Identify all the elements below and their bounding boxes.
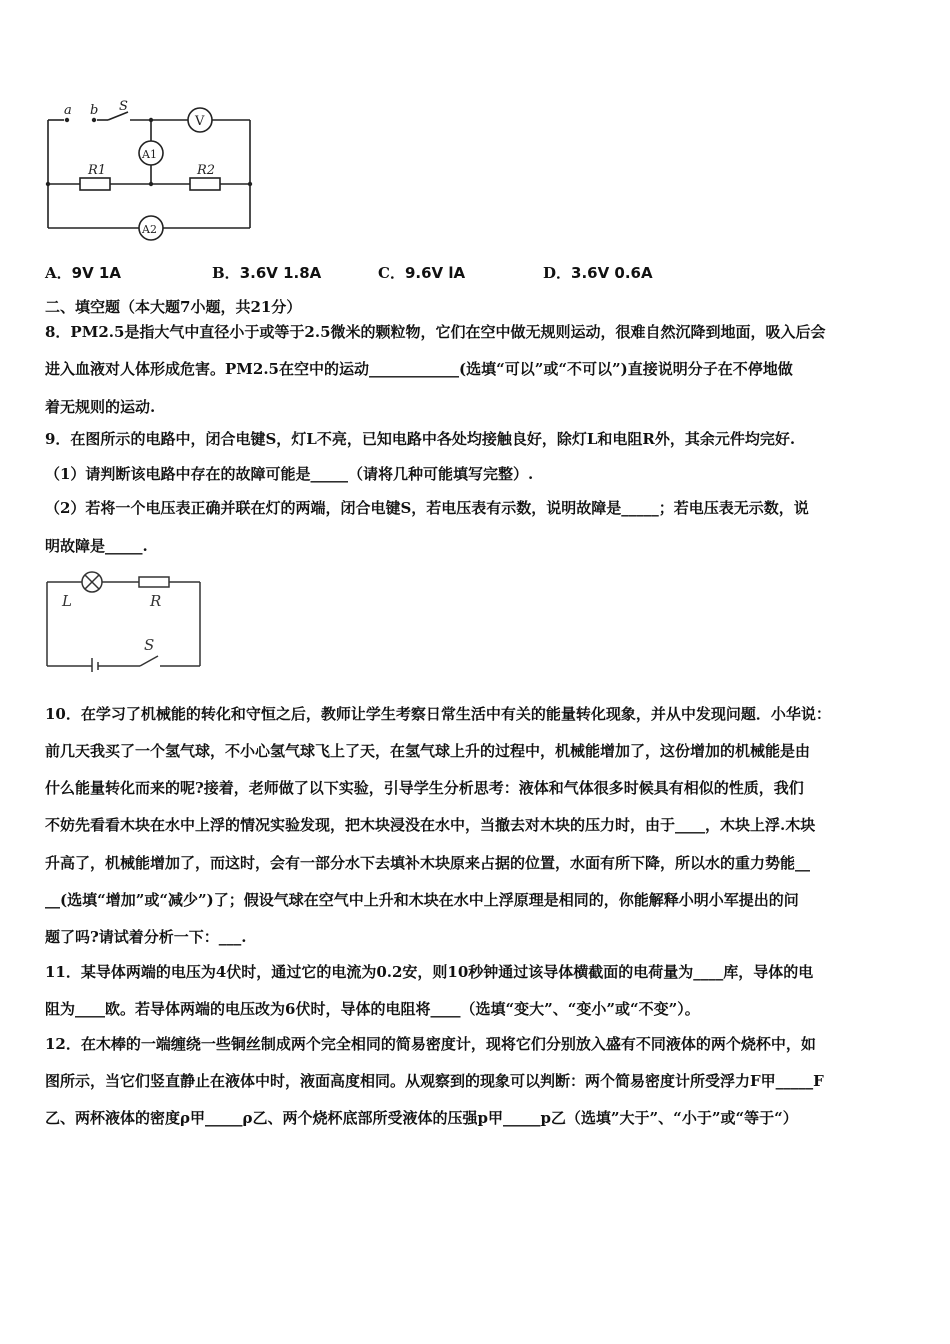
- q9-line-2: （1）请判断该电路中存在的故障可能是_____（请将几种可能填写完整）.: [45, 465, 534, 483]
- option-a-letter: A．: [45, 264, 72, 282]
- circuit-diagram-2: [44, 570, 206, 672]
- q10-line-7: 题了吗?请试着分析一下：___.: [45, 928, 247, 946]
- switch-s-label: S: [119, 99, 128, 114]
- q10-line-3: 什么能量转化而来的呢?接着，老师做了以下实验，引导学生分析思考：液体和气体很多时候具有相似的性质，我们: [45, 779, 804, 797]
- option-c-text: 9.6V lA: [404, 264, 466, 282]
- switch-s2-label: S: [144, 636, 155, 654]
- q11-line-1: 11．某导体两端的电压为4伏时，通过它的电流为0.2安，则10秒钟通过该导体横截面的电荷量为____库，导体的电: [45, 963, 814, 981]
- voltmeter-label: V: [195, 114, 205, 129]
- option-b-text: 3.6V 1.8A: [239, 264, 322, 282]
- option-c: [378, 262, 465, 283]
- resistor-r-label: R: [150, 592, 162, 610]
- q8-line-1: 8．PM2.5是指大气中直径小于或等于2.5微米的颗粒物，它们在空中做无规则运动，很难自然沉降到地面，吸入后会: [45, 323, 826, 341]
- resistor-r1-label: R1: [88, 163, 107, 178]
- lamp-l-label: L: [62, 592, 72, 610]
- resistor-r2-label: R2: [197, 163, 216, 178]
- section-title: 二、填空题（本大题7小题，共21分）: [45, 298, 302, 316]
- q11-line-2: 阻为____欧。若导体两端的电压改为6伏时，导体的电阻将____（选填“变大”、“变小”或“不变”）。: [45, 1000, 700, 1018]
- terminal-b-label: b: [90, 103, 99, 118]
- q10-line-5: 升高了，机械能增加了，而这时，会有一部分水下去填补木块原来占据的位置，水面有所下降，所以水的重力势能__: [45, 854, 811, 872]
- q9-line-3: （2）若将一个电压表正确并联在灯的两端，闭合电键S，若电压表有示数，说明故障是_____；若电压表无示数，说: [45, 499, 809, 517]
- q10-line-1: 10．在学习了机械能的转化和守恒之后，教师让学生考察日常生活中有关的能量转化现象，并从中发现问题．小华说：: [45, 705, 831, 723]
- q9-line-4: 明故障是_____.: [45, 537, 148, 555]
- option-d-letter: D．: [543, 264, 572, 282]
- q12-line-2: 图所示，当它们竖直静止在液体中时，液面高度相同。从观察到的现象可以判断：两个简易密度计所受浮力F甲_____F: [45, 1072, 824, 1090]
- option-d: [543, 262, 653, 283]
- q10-line-6: __(选填“增加”或“减少”)了；假设气球在空气中上升和木块在水中上浮原理是相同的，你能解释小明小军提出的问: [45, 891, 799, 909]
- q12-line-1: 12．在木棒的一端缠绕一些铜丝制成两个完全相同的简易密度计，现将它们分别放入盛有不同液体的两个烧杯中，如: [45, 1035, 816, 1053]
- ammeter-a2-label: A2: [142, 223, 157, 236]
- option-b: [212, 262, 321, 283]
- circuit-diagram-1: [40, 98, 265, 248]
- q8-line-3: 着无规则的运动.: [45, 398, 156, 416]
- terminal-a-label: a: [64, 103, 72, 118]
- option-d-text: 3.6V 0.6A: [571, 264, 653, 282]
- option-b-letter: B．: [212, 264, 240, 282]
- q8-line-2: 进入血液对人体形成危害。PM2.5在空中的运动____________(选填“可以”或“不可以”)直接说明分子在不停地做: [45, 360, 793, 378]
- circuit-figure-1: [40, 98, 265, 248]
- q10-line-4: 不妨先看看木块在水中上浮的情况实验发现，把木块浸没在水中，当撤去对木块的压力时，由于____，木块上浮.木块: [45, 816, 816, 834]
- ammeter-a1-label: A1: [142, 148, 157, 161]
- option-a-text: 9V 1A: [71, 264, 121, 282]
- option-a: [45, 262, 121, 283]
- q9-line-1: 9．在图所示的电路中，闭合电键S，灯L不亮，已知电路中各处均接触良好，除灯L和电阻R外，其余元件均完好.: [45, 430, 796, 448]
- q10-line-2: 前几天我买了一个氢气球，不小心氢气球飞上了天，在氢气球上升的过程中，机械能增加了，这份增加的机械能是由: [45, 742, 811, 760]
- circuit-figure-2: [44, 570, 206, 672]
- option-c-letter: C．: [378, 264, 405, 282]
- q12-line-3: 乙、两杯液体的密度ρ甲_____ρ乙、两个烧杯底部所受液体的压强p甲_____p乙（选填”大于”、“小于”或“等于“）: [45, 1109, 798, 1127]
